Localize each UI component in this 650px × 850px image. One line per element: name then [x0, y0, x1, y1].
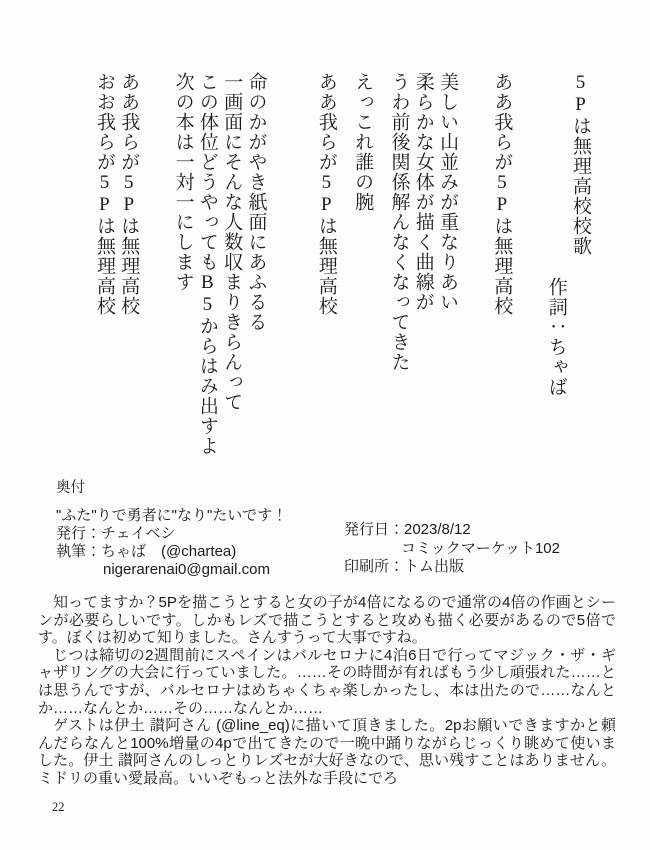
contact-email: nigerarenai0@gmail.com — [103, 561, 270, 578]
event-line: コミックマーケット102 — [401, 539, 560, 557]
anthem-line: この体位どうやってもB5からはみ出すよ — [196, 72, 218, 456]
page-number: 22 — [52, 800, 65, 814]
anthem-refrain: ああ我らが5Pは無理高校 — [315, 72, 337, 316]
publisher-line: 発行：チェイベシ — [56, 525, 176, 542]
anthem-refrain: ああ我らが5Pは無理高校 — [118, 72, 140, 316]
author-line: 執筆：ちゃば (@chartea) — [56, 543, 237, 560]
anthem-line: えっこれ誰の腕 — [352, 72, 374, 212]
afterword-paragraph: 知ってますか？5Pを描こうとすると女の子が4倍になるので通常の4倍の作画とシーンが必要らしいです。しかもレズで描こうとすると攻めも描く必要があるので5倍です。ぼくは初めて知りました。さんすうって大事ですね。 — [38, 594, 616, 647]
anthem-line: うわ前後関係解んなくなってきた — [388, 72, 410, 372]
anthem-title: 5Pは無理高校校歌 — [570, 72, 591, 256]
anthem-refrain: おお我らが5Pは無理高校 — [93, 72, 115, 316]
printer-line: 印刷所：トム出版 — [344, 558, 465, 575]
anthem-line: 美しい山並みが重なりあい — [437, 72, 459, 312]
anthem-line: 次の本は一対一にします — [172, 72, 194, 292]
anthem-block — [92, 72, 592, 477]
colophon-left-block — [56, 507, 287, 579]
anthem-line: ああ我らが5Pは無理高校 — [491, 72, 513, 316]
anthem-line: 一画面にそんな人数収まりきらんって — [221, 72, 243, 412]
anthem-line: 命のかがやき紙面にあふるる — [245, 72, 267, 332]
colophon-heading: 奥付 — [56, 480, 85, 496]
book-title: "ふた"りで勇者に"なり"たいです！ — [56, 507, 288, 524]
afterword-paragraph: ゲストは伊土 讃阿さん (@line_eq)に描いて頂きました。2pお願いできますかと頼んだらなんと100%増量の4pで出てきたので一晩中踊りながらじっくり眺めて使いました。伊土 讃阿さんのしっとりレズセが大好きなので、思い残すことはありません。ミドリの重い愛最高。いいぞもっと法外な手段にでろ — [38, 717, 616, 787]
publish-date-line: 発行日：2023/8/12 — [344, 521, 471, 538]
colophon-right-block — [344, 521, 560, 577]
anthem-credit: 作詞：ちゃば — [545, 277, 567, 397]
anthem-line: 柔らかな女体が描く曲線が — [412, 72, 434, 312]
afterword-block — [38, 594, 616, 788]
afterword-paragraph: じつは締切の2週間前にスペインはバルセロナに4泊6日で行ってマジック・ザ・ギャザリングの大会に行っていました。……その時間が有ればもう少し頑張れた……とは思うんですが、バルセロナはめちゃくちゃ楽しかったし、本は出たので……なんとか……なんとか……その……なんとか…… — [38, 646, 616, 717]
